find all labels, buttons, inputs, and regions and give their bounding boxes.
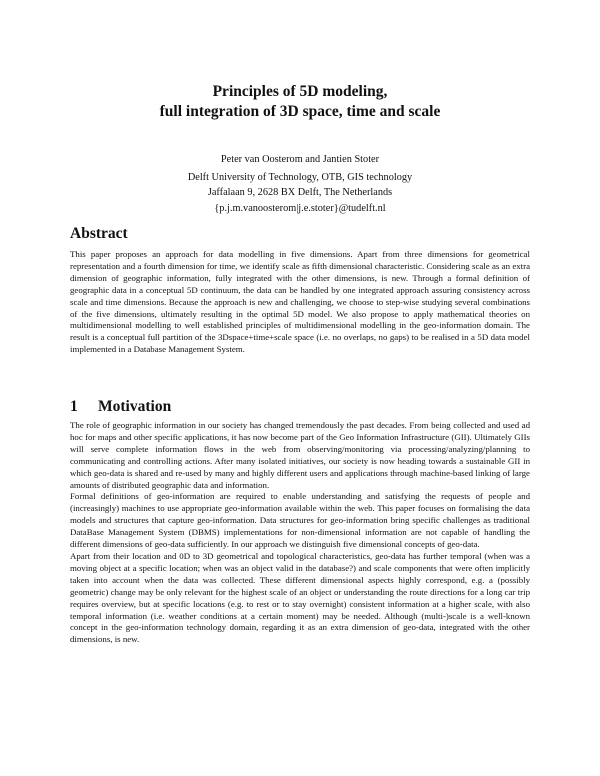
section-heading bbox=[70, 398, 171, 416]
author-names: Peter van Oosterom and Jantien Stoter bbox=[220, 154, 380, 165]
paragraph: Apart from their location and 0D to 3D geometrical and topological characteristics, geo-data has further temporal (when was a moving object at a specific location; when was an object valid in the database?) and scale components that were often implicitly taken into account when the data was collected. These different dimensional aspects highly correspond, e.g. a (possibly geometric) change may be only relevant for the highest scale of an object or understanding the route directions for a long car trip requires overview, but at specific locations (e.g. to rest or to stay overnight) consistent information at a higher scale, with also temporal information (i.e. weather conditions at a certain moment) may be needed. Although (multi-)scale is a well-known concept in the geo-information technology domain, regarding it as an extra dimension of geo-data, integrated with the other dimensions, is new. bbox=[70, 550, 530, 645]
author-block bbox=[0, 152, 600, 216]
paragraph: Formal definitions of geo-information are required to enable understanding and satisfying the requests of people and (increasingly) machines to use appropriate geo-information available within the web. This paper focuses on formalising the data models and structures that capture geo-information. Data structures for geo-information bring specific challenges as traditional DataBase Management System (DBMS) implementations for non-dimensional information are not capable of handling the different dimensions of geo-data sufficiently. In our approach we distinguish five dimensional concepts of geo-data. bbox=[70, 491, 530, 550]
paper-title bbox=[0, 82, 600, 122]
motivation-body bbox=[70, 420, 530, 646]
section-number: 1 bbox=[70, 398, 78, 415]
address: Jaffalaan 9, 2628 BX Delft, The Netherlands bbox=[207, 187, 393, 198]
abstract-text: This paper proposes an approach for data modelling in five dimensions. Apart from three dimensions for geometrical representation and a fourth dimension for time, we identify scale as fifth dimensional characteristic. Considering scale as an extra dimension of geographic information, fully integrated with the other dimensions, is new. Through a formal definition of geographic data in a conceptual 5D continuum, the data can be handled by one integrated approach assuring consistency across scale and time dimensions. Because the approach is new and challenging, we choose to step-wise studying several combinations of the five dimensions, ultimately resulting in the optimal 5D model. We also propose to apply mathematical theories on multidimensional modelling to well established principles of multidimensional modelling in the geo-information domain. The result is a conceptual full partition of the 3Dspace+time+scale space (i.e. no overlaps, no gaps) to be realised in a 5D data model implemented in a Database Management System. bbox=[70, 249, 530, 355]
affiliation: Delft University of Technology, OTB, GIS technology bbox=[187, 171, 413, 183]
section-title: Motivation bbox=[98, 398, 172, 415]
email: {p.j.m.vanoosterom|j.e.stoter}@tudelft.nl bbox=[214, 202, 386, 214]
paragraph: The role of geographic information in our society has changed tremendously the past decades. From being collected and used ad hoc for maps and other specific applications, it has now become part of the Geo Information Infrastructure (GII). Ultimately GIIs will serve complete information flows in the web from observing/monitoring via processing/analyzing/planning to communicating and controlling actions. After many isolated initiatives, our society is now heading towards a sustainable GII in which geo-data is shared and re-used by many and highly different users and applications through machine-based linking of large amounts of distributed geographic data and information. bbox=[70, 420, 530, 490]
abstract-heading: Abstract bbox=[70, 225, 128, 242]
title-line-1: Principles of 5D modeling, bbox=[212, 83, 388, 100]
title-line-2: full integration of 3D space, time and scale bbox=[159, 103, 441, 120]
